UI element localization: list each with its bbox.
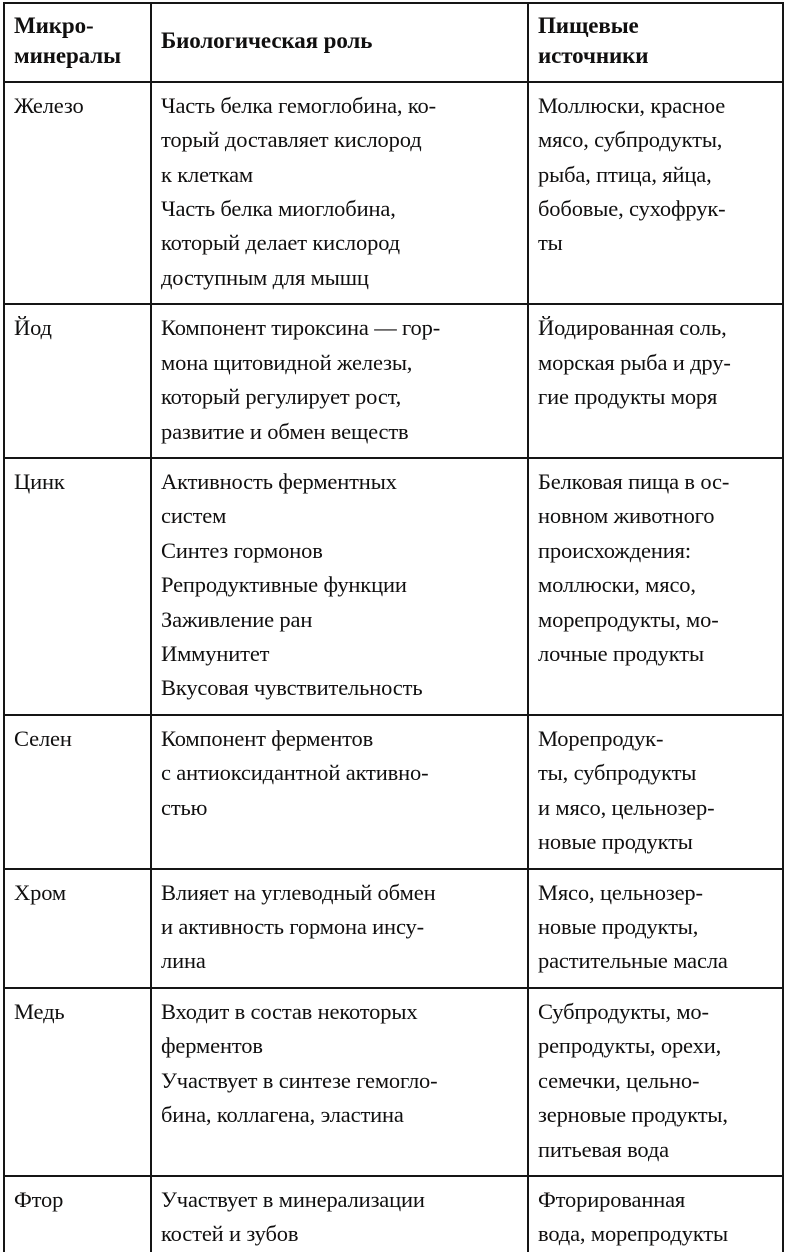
- mineral-name-cell: [4, 1176, 151, 1252]
- biological-role-line: бина, коллагена, эластина: [161, 1102, 404, 1128]
- food-sources-line: ты: [538, 230, 563, 256]
- column-header-micro-minerals-line-1: Микро-: [14, 13, 94, 38]
- biological-role-line: развитие и обмен веществ: [161, 418, 409, 444]
- food-sources-cell: [528, 715, 783, 869]
- mineral-name-cell: [4, 82, 151, 305]
- biological-role-line: костей и зубов: [161, 1221, 299, 1247]
- table-header: [4, 3, 783, 82]
- food-sources-line: морепродукты, мо-: [538, 606, 719, 632]
- food-sources-line: вода, морепродукты: [538, 1221, 728, 1247]
- biological-role-line: доступным для мышц: [161, 264, 369, 290]
- table-row: [4, 988, 783, 1176]
- biological-role-line: стью: [161, 794, 208, 820]
- biological-role-line: Участвует в минерализации: [161, 1186, 425, 1212]
- biological-role-line: Вкусовая чувствительность: [161, 675, 423, 701]
- table-row: [4, 82, 783, 305]
- food-sources-line: питьевая вода: [538, 1136, 670, 1162]
- food-sources-line: Морепродук-: [538, 725, 664, 751]
- food-sources-cell: [528, 988, 783, 1176]
- biological-role-line: который регулирует рост,: [161, 384, 402, 410]
- food-sources-line: моллюски, мясо,: [538, 572, 696, 598]
- table-row: [4, 869, 783, 988]
- biological-role-line: Входит в состав некоторых: [161, 998, 418, 1024]
- table-body: [4, 82, 783, 1252]
- food-sources-line: происхождения:: [538, 537, 691, 563]
- table-row: [4, 1176, 783, 1252]
- column-header-food-sources: [528, 3, 783, 82]
- mineral-name: Железо: [14, 92, 84, 118]
- food-sources-line: мясо, субпродукты,: [538, 127, 723, 153]
- micro-minerals-table: [3, 2, 784, 1252]
- biological-role-cell: [151, 715, 528, 869]
- biological-role-cell: [151, 988, 528, 1176]
- food-sources-line: Субпродукты, мо-: [538, 998, 709, 1024]
- biological-role-line: торый доставляет кислород: [161, 127, 422, 153]
- table-row: [4, 458, 783, 715]
- biological-role-line: с антиоксидантной активно-: [161, 760, 429, 786]
- biological-role-line: лина: [161, 948, 206, 974]
- mineral-name-cell: [4, 869, 151, 988]
- food-sources-line: зерновые продукты,: [538, 1102, 728, 1128]
- mineral-name: Цинк: [14, 468, 65, 494]
- biological-role-line: мона щитовидной железы,: [161, 349, 413, 375]
- biological-role-cell: [151, 869, 528, 988]
- food-sources-line: Йодированная соль,: [538, 315, 727, 341]
- biological-role-line: ферментов: [161, 1033, 263, 1059]
- biological-role-cell: [151, 82, 528, 305]
- column-header-biological-role: [151, 3, 528, 82]
- biological-role-line: и активность гормона инсу-: [161, 914, 424, 939]
- food-sources-cell: [528, 82, 783, 305]
- mineral-name: Йод: [14, 315, 52, 341]
- food-sources-cell: [528, 1176, 783, 1252]
- table-row: [4, 304, 783, 458]
- biological-role-cell: [151, 458, 528, 715]
- food-sources-line: новном животного: [538, 503, 715, 529]
- food-sources-line: морская рыба и дру-: [538, 349, 731, 375]
- food-sources-line: Фторированная: [538, 1186, 686, 1212]
- biological-role-line: Заживление ран: [161, 606, 313, 632]
- column-header-biological-role-line-1: Биологическая роль: [161, 28, 373, 54]
- biological-role-line: Влияет на углеводный обмен: [161, 879, 436, 905]
- biological-role-line: Синтез гормонов: [161, 537, 323, 563]
- food-sources-line: и мясо, цельнозер-: [538, 794, 715, 820]
- food-sources-line: новые продукты: [538, 829, 693, 855]
- mineral-name: Фтор: [14, 1186, 64, 1212]
- biological-role-line: Активность ферментных: [161, 468, 397, 494]
- column-header-micro-minerals: [4, 3, 151, 82]
- column-header-micro-minerals-line-2: минералы: [14, 43, 121, 69]
- mineral-name-cell: [4, 988, 151, 1176]
- mineral-name: Селен: [14, 725, 72, 751]
- food-sources-cell: [528, 458, 783, 715]
- mineral-name-cell: [4, 715, 151, 869]
- biological-role-line: к клеткам: [161, 161, 254, 187]
- biological-role-line: который делает кислород: [161, 230, 400, 256]
- food-sources-cell: [528, 869, 783, 988]
- biological-role-line: Иммунитет: [161, 641, 270, 667]
- biological-role-cell: [151, 304, 528, 458]
- food-sources-line: гие продукты моря: [538, 384, 718, 410]
- biological-role-line: Компонент ферментов: [161, 725, 374, 751]
- food-sources-line: новые продукты,: [538, 914, 699, 939]
- table-row: [4, 715, 783, 869]
- food-sources-line: репродукты, орехи,: [538, 1033, 722, 1059]
- biological-role-line: Репродуктивные функции: [161, 572, 407, 598]
- mineral-name-cell: [4, 304, 151, 458]
- food-sources-line: лочные продукты: [538, 641, 704, 667]
- food-sources-line: рыба, птица, яйца,: [538, 161, 712, 187]
- biological-role-line: Часть белка миоглобина,: [161, 195, 396, 221]
- column-header-food-sources-line-2: источники: [538, 43, 649, 69]
- food-sources-line: Моллюски, красное: [538, 92, 726, 118]
- mineral-name: Медь: [14, 998, 65, 1024]
- biological-role-line: Участвует в синтезе гемогло-: [161, 1067, 438, 1093]
- biological-role-cell: [151, 1176, 528, 1252]
- food-sources-line: растительные масла: [538, 948, 728, 974]
- biological-role-line: Часть белка гемоглобина, ко-: [161, 92, 436, 118]
- food-sources-cell: [528, 304, 783, 458]
- food-sources-line: Мясо, цельнозер-: [538, 879, 703, 905]
- biological-role-line: Компонент тироксина — гор-: [161, 315, 441, 341]
- biological-role-line: систем: [161, 503, 227, 529]
- column-header-food-sources-line-1: Пищевые: [538, 13, 639, 38]
- food-sources-line: бобовые, сухофрук-: [538, 195, 726, 221]
- mineral-name-cell: [4, 458, 151, 715]
- food-sources-line: ты, субпродукты: [538, 760, 697, 786]
- table-header-row: [4, 3, 783, 82]
- food-sources-line: Белковая пища в ос-: [538, 468, 730, 494]
- food-sources-line: семечки, цельно-: [538, 1067, 700, 1093]
- mineral-name: Хром: [14, 879, 66, 905]
